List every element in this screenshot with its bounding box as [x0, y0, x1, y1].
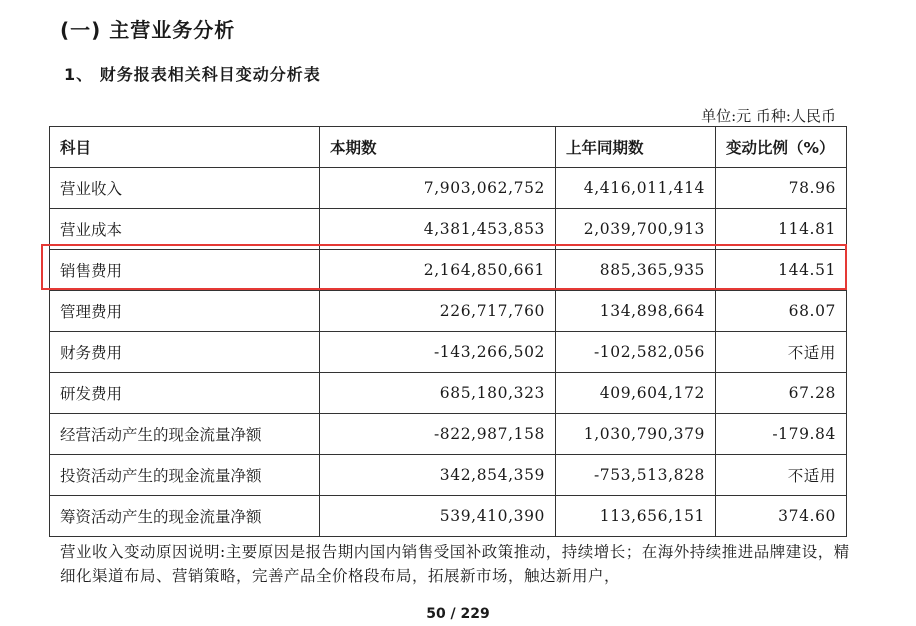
current-value: 342,854,359 [320, 455, 556, 496]
current-value: 685,180,323 [320, 373, 556, 414]
prior-value: 2,039,700,913 [556, 209, 716, 250]
header-current-period: 本期数 [320, 127, 556, 168]
header-subject: 科目 [50, 127, 320, 168]
prior-value: 409,604,172 [556, 373, 716, 414]
change-ratio: 78.96 [716, 168, 847, 209]
row-label: 投资活动产生的现金流量净额 [50, 455, 320, 496]
prior-value: 885,365,935 [556, 250, 716, 291]
change-ratio: 68.07 [716, 291, 847, 332]
current-value: -143,266,502 [320, 332, 556, 373]
prior-value: 113,656,151 [556, 496, 716, 537]
row-label: 经营活动产生的现金流量净额 [50, 414, 320, 455]
change-ratio: -179.84 [716, 414, 847, 455]
current-value: 2,164,850,661 [320, 250, 556, 291]
current-value: 226,717,760 [320, 291, 556, 332]
current-value: -822,987,158 [320, 414, 556, 455]
subsection-title: 1、 财务报表相关科目变动分析表 [64, 65, 321, 84]
row-label: 管理费用 [50, 291, 320, 332]
change-ratio: 374.60 [716, 496, 847, 537]
section-title: (一) 主营业务分析 [60, 18, 236, 42]
current-value: 7,903,062,752 [320, 168, 556, 209]
row-label: 筹资活动产生的现金流量净额 [50, 496, 320, 537]
prior-value: 4,416,011,414 [556, 168, 716, 209]
row-label: 财务费用 [50, 332, 320, 373]
table-row [50, 496, 847, 537]
prior-value: 134,898,664 [556, 291, 716, 332]
table-row [50, 209, 847, 250]
change-ratio: 不适用 [716, 455, 847, 496]
prior-value: -102,582,056 [556, 332, 716, 373]
unit-note: 单位:元 币种:人民币 [701, 107, 836, 125]
header-prior-period: 上年同期数 [556, 127, 716, 168]
table-row [50, 414, 847, 455]
change-ratio: 不适用 [716, 332, 847, 373]
row-label: 营业收入 [50, 168, 320, 209]
prior-value: -753,513,828 [556, 455, 716, 496]
page-number: 50 / 229 [426, 606, 490, 622]
table-row [50, 373, 847, 414]
row-label: 营业成本 [50, 209, 320, 250]
table-header-row [50, 127, 847, 168]
table-row [50, 332, 847, 373]
financial-change-table [49, 126, 847, 537]
table-row-highlighted [50, 250, 847, 291]
current-value: 4,381,453,853 [320, 209, 556, 250]
row-label: 销售费用 [50, 250, 320, 291]
prior-value: 1,030,790,379 [556, 414, 716, 455]
table-row [50, 455, 847, 496]
current-value: 539,410,390 [320, 496, 556, 537]
table-row [50, 168, 847, 209]
row-label: 研发费用 [50, 373, 320, 414]
explanation-text: 营业收入变动原因说明:主要原因是报告期内国内销售受国补政策推动，持续增长；在海外持续推进品牌建设，精细化渠道布局、营销策略，完善产品全价格段布局，拓展新市场，触达新用户， [60, 543, 850, 585]
change-ratio: 144.51 [716, 250, 847, 291]
table-row [50, 291, 847, 332]
header-change-ratio: 变动比例（%） [716, 127, 847, 168]
change-ratio: 67.28 [716, 373, 847, 414]
change-ratio: 114.81 [716, 209, 847, 250]
